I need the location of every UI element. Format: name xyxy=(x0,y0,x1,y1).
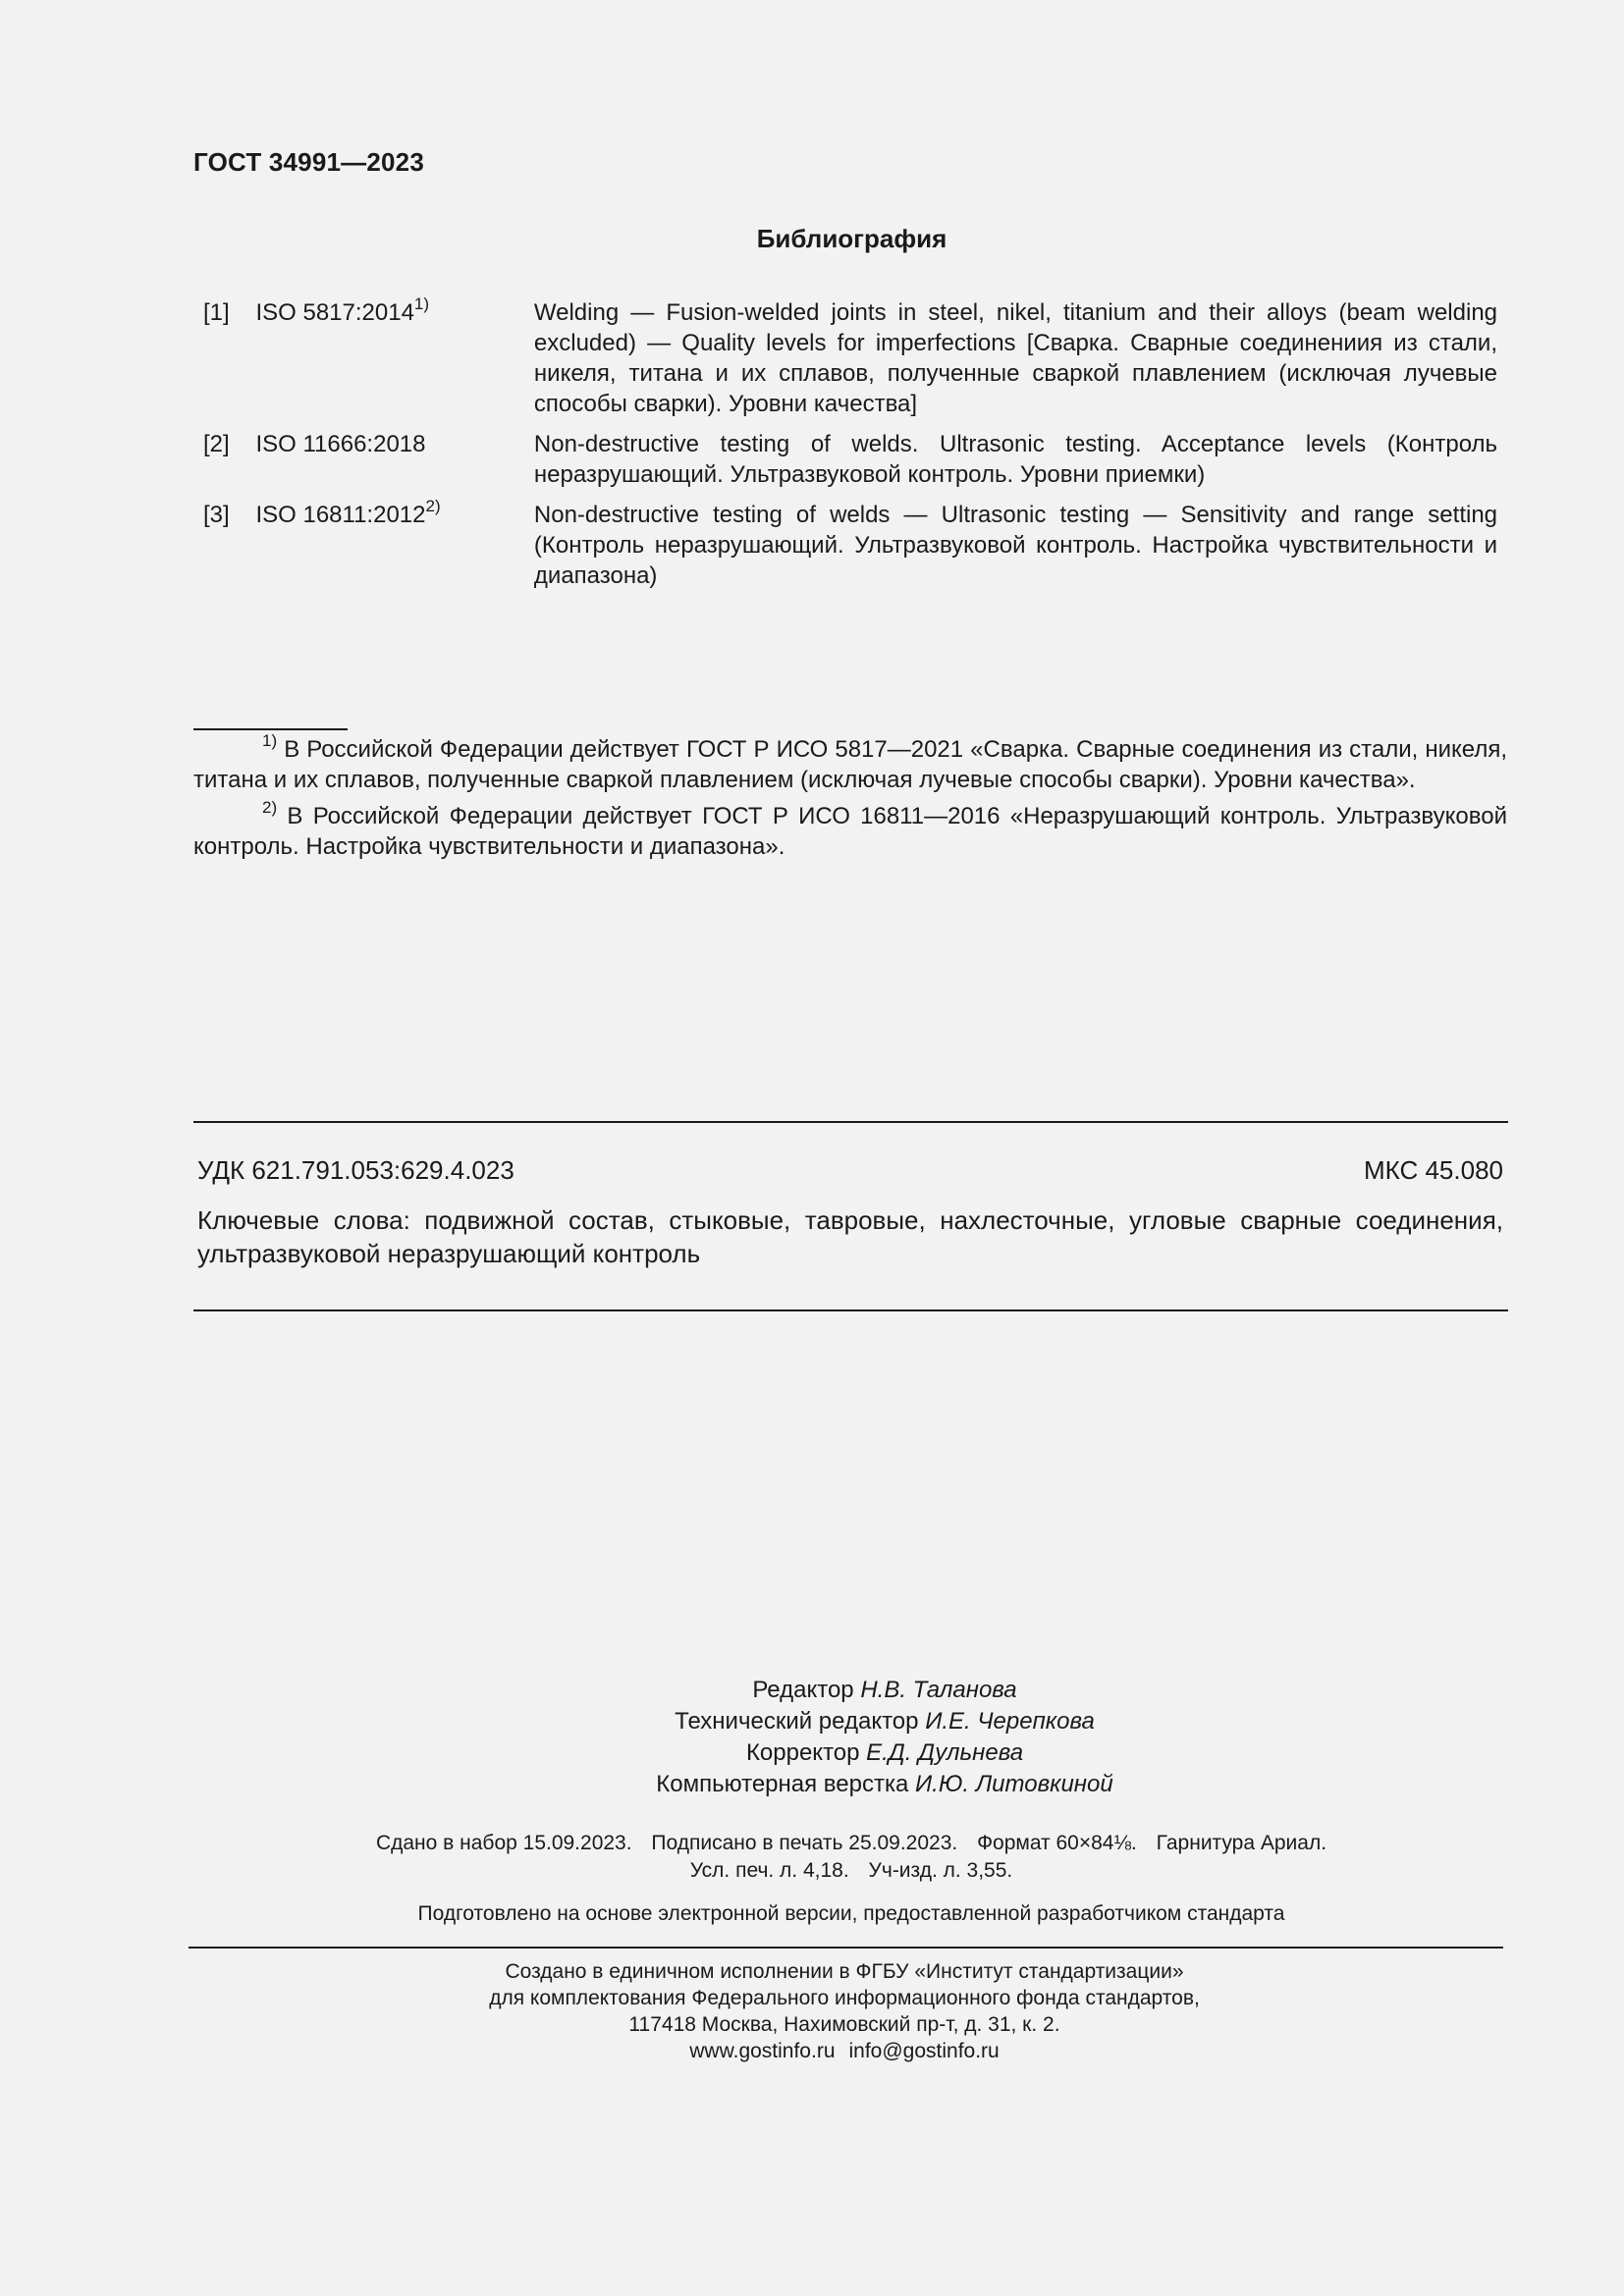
keywords: Ключевые слова: подвижной состав, стыковые, тавровые, нахлесточные, угловые сварные соединения, ультразвуковой неразрушающий контроль xyxy=(197,1205,1503,1268)
udk-code: УДК 621.791.053:629.4.023 xyxy=(197,1155,514,1185)
publication-info: Сдано в набор 15.09.2023. Подписано в печать 25.09.2023. Формат 60×84⅛. Гарнитура Ариал. Усл. печ. л. 4,18. Уч-изд. л. 3,55. xyxy=(375,1832,1327,1882)
bibliography-entry xyxy=(193,294,1498,419)
entry-code: ISO 11666:2018 xyxy=(255,431,426,457)
credit-line: Корректор Е.Д. Дульнева xyxy=(745,1739,1024,1766)
divider-publisher xyxy=(189,1947,1503,1949)
divider-top xyxy=(193,1121,1508,1123)
footnotes xyxy=(193,731,1508,868)
entry-description: Welding — Fusion-welded joints in steel, nikel, titanium and their alloys (beam welding excluded) — Quality levels for imperfections [Сварка. Сварные соединениия из стали, никеля, титана и их сплавов, полученные сваркой плавлением (исключая лучевые способы сварки). Уровни качества] xyxy=(533,299,1498,417)
mks-code: МКС 45.080 xyxy=(1363,1155,1503,1185)
credit-line: Редактор Н.В. Таланова xyxy=(752,1677,1017,1703)
footnote: $^{2)}$ В Российской Федерации действует ГОСТ Р ИСО 16811—2016 «Неразрушающий контроль. Ультразвуковой контроль. Настройка чувствительности и диапазона». xyxy=(193,798,1507,860)
publisher-info: Создано в единичном исполнении в ФГБУ «Институт стандартизации» для комплектования Федерального информационного фонда стандартов, 117418 Москва, Нахимовский пр-т, д. 31, к. 2. www.gostinfo.ru info@gostinfo.ru xyxy=(489,1960,1200,2062)
footnote-separator xyxy=(193,728,348,730)
bibliography-list xyxy=(193,294,1498,601)
bibliography-title: Библиография xyxy=(756,224,947,253)
credits xyxy=(0,1675,1624,1800)
entry-description: Non-destructive testing of welds. Ultrasonic testing. Acceptance levels (Контроль неразрушающий. Ультразвуковой контроль. Уровни приемки) xyxy=(533,431,1498,488)
email-link[interactable]: info@gostinfo.ru xyxy=(848,2040,1000,2062)
entry-code: ISO 16811:2012$^{2)}$ xyxy=(255,497,441,528)
entry-description: Non-destructive testing of welds — Ultrasonic testing — Sensitivity and range setting (Контроль неразрушающий. Ультразвуковой контроль. Настройка чувствительности и диапазона) xyxy=(533,502,1498,589)
document-code: ГОСТ 34991—2023 xyxy=(193,147,424,177)
website-link[interactable]: www.gostinfo.ru xyxy=(689,2040,836,2062)
entry-number: [2] xyxy=(203,431,230,457)
footnote-ref: 1) xyxy=(413,294,430,313)
entry-code: ISO 5817:2014$^{1)}$ xyxy=(255,294,430,326)
entry-number: [3] xyxy=(203,502,230,528)
prepared-note: Подготовлено на основе электронной версии, предоставленной разработчиком стандарта xyxy=(417,1902,1285,1925)
entry-number: [1] xyxy=(203,299,230,326)
bibliography-entry xyxy=(193,497,1498,591)
footnote-ref: 2) xyxy=(425,497,441,515)
divider-bottom xyxy=(193,1309,1508,1311)
bibliography-entry xyxy=(193,429,1497,490)
footnote: $^{1)}$ В Российской Федерации действует ГОСТ Р ИСО 5817—2021 «Сварка. Сварные соединения из стали, никеля, титана и их сплавов, полученные сваркой плавлением (исключая лучевые способы сварки). Уровни качества». xyxy=(193,731,1508,793)
credit-line: Технический редактор И.Е. Черепкова xyxy=(675,1708,1095,1735)
credit-line: Компьютерная верстка И.Ю. Литовкиной xyxy=(656,1771,1113,1797)
